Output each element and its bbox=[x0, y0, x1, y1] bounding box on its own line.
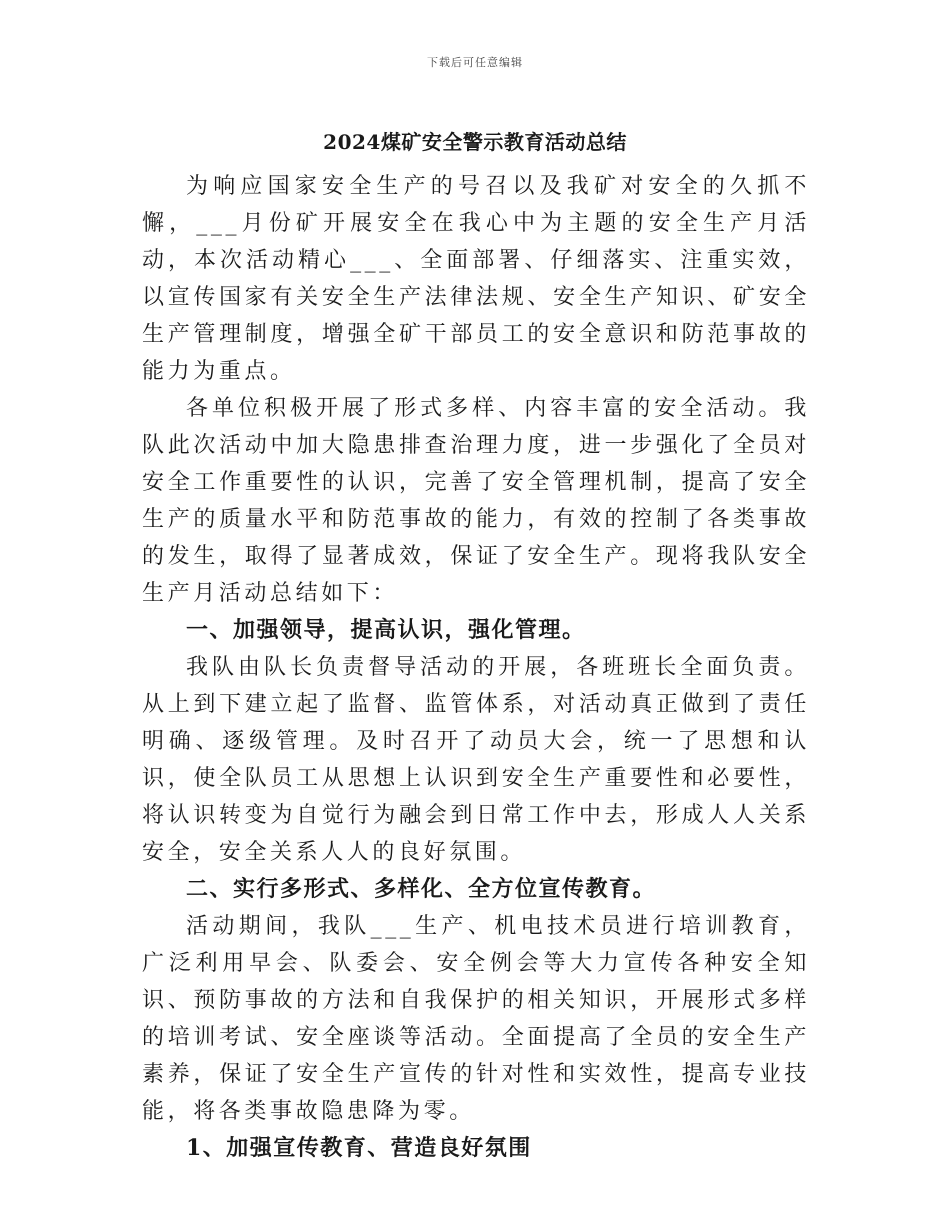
section-heading-1: 一、加强领导，提高认识，强化管理。 bbox=[186, 617, 586, 643]
paragraph-leadership: 我队由队长负责督导活动的开展，各班班长全面负责。从上到下建立起了监督、监管体系，对活动真正做到了责任明确、逐级管理。及时召开了动员大会，统一了思想和认识，使全队员工从思想上认识到安全生产重要性和必要性，将认识转变为自觉行为融会到日常工作中去，形成人人关系安全，安全关系人人的良好氛围。 bbox=[142, 655, 810, 865]
section-heading-2: 二、实行多形式、多样化、全方位宣传教育。 bbox=[186, 876, 657, 902]
document-title: 2024煤矿安全警示教育活动总结 bbox=[323, 130, 627, 154]
document-body bbox=[142, 168, 810, 1167]
paragraph-intro: 为响应国家安全生产的号召以及我矿对安全的久抓不懈，___月份矿开展安全在我心中为主题的安全生产月活动，本次活动精心___、全面部署、仔细落实、注重实效，以宣传国家有关安全生产法律法规、安全生产知识、矿安全生产管理制度，增强全矿干部员工的安全意识和防范事故的能力为重点。 bbox=[142, 174, 810, 384]
paragraph-education: 活动期间，我队___生产、机电技术员进行培训教育，广泛利用早会、队委会、安全例会等大力宣传各种安全知识、预防事故的方法和自我保护的相关知识，开展形式多样的培训考试、安全座谈等活动。全面提高了全员的安全生产素养，保证了安全生产宣传的针对性和实效性，提高专业技能，将各类事故隐患降为零。 bbox=[142, 914, 810, 1124]
subsection-heading-1: 1、加强宣传教育、营造良好氛围 bbox=[186, 1135, 532, 1161]
paragraph-activities: 各单位积极开展了形式多样、内容丰富的安全活动。我队此次活动中加大隐患排查治理力度，进一步强化了全员对安全工作重要性的认识，完善了安全管理机制，提高了安全生产的质量水平和防范事故的能力，有效的控制了各类事故的发生，取得了显著成效，保证了安全生产。现将我队安全生产月活动总结如下： bbox=[142, 396, 810, 606]
header-note: 下载后可任意编辑 bbox=[427, 56, 523, 69]
